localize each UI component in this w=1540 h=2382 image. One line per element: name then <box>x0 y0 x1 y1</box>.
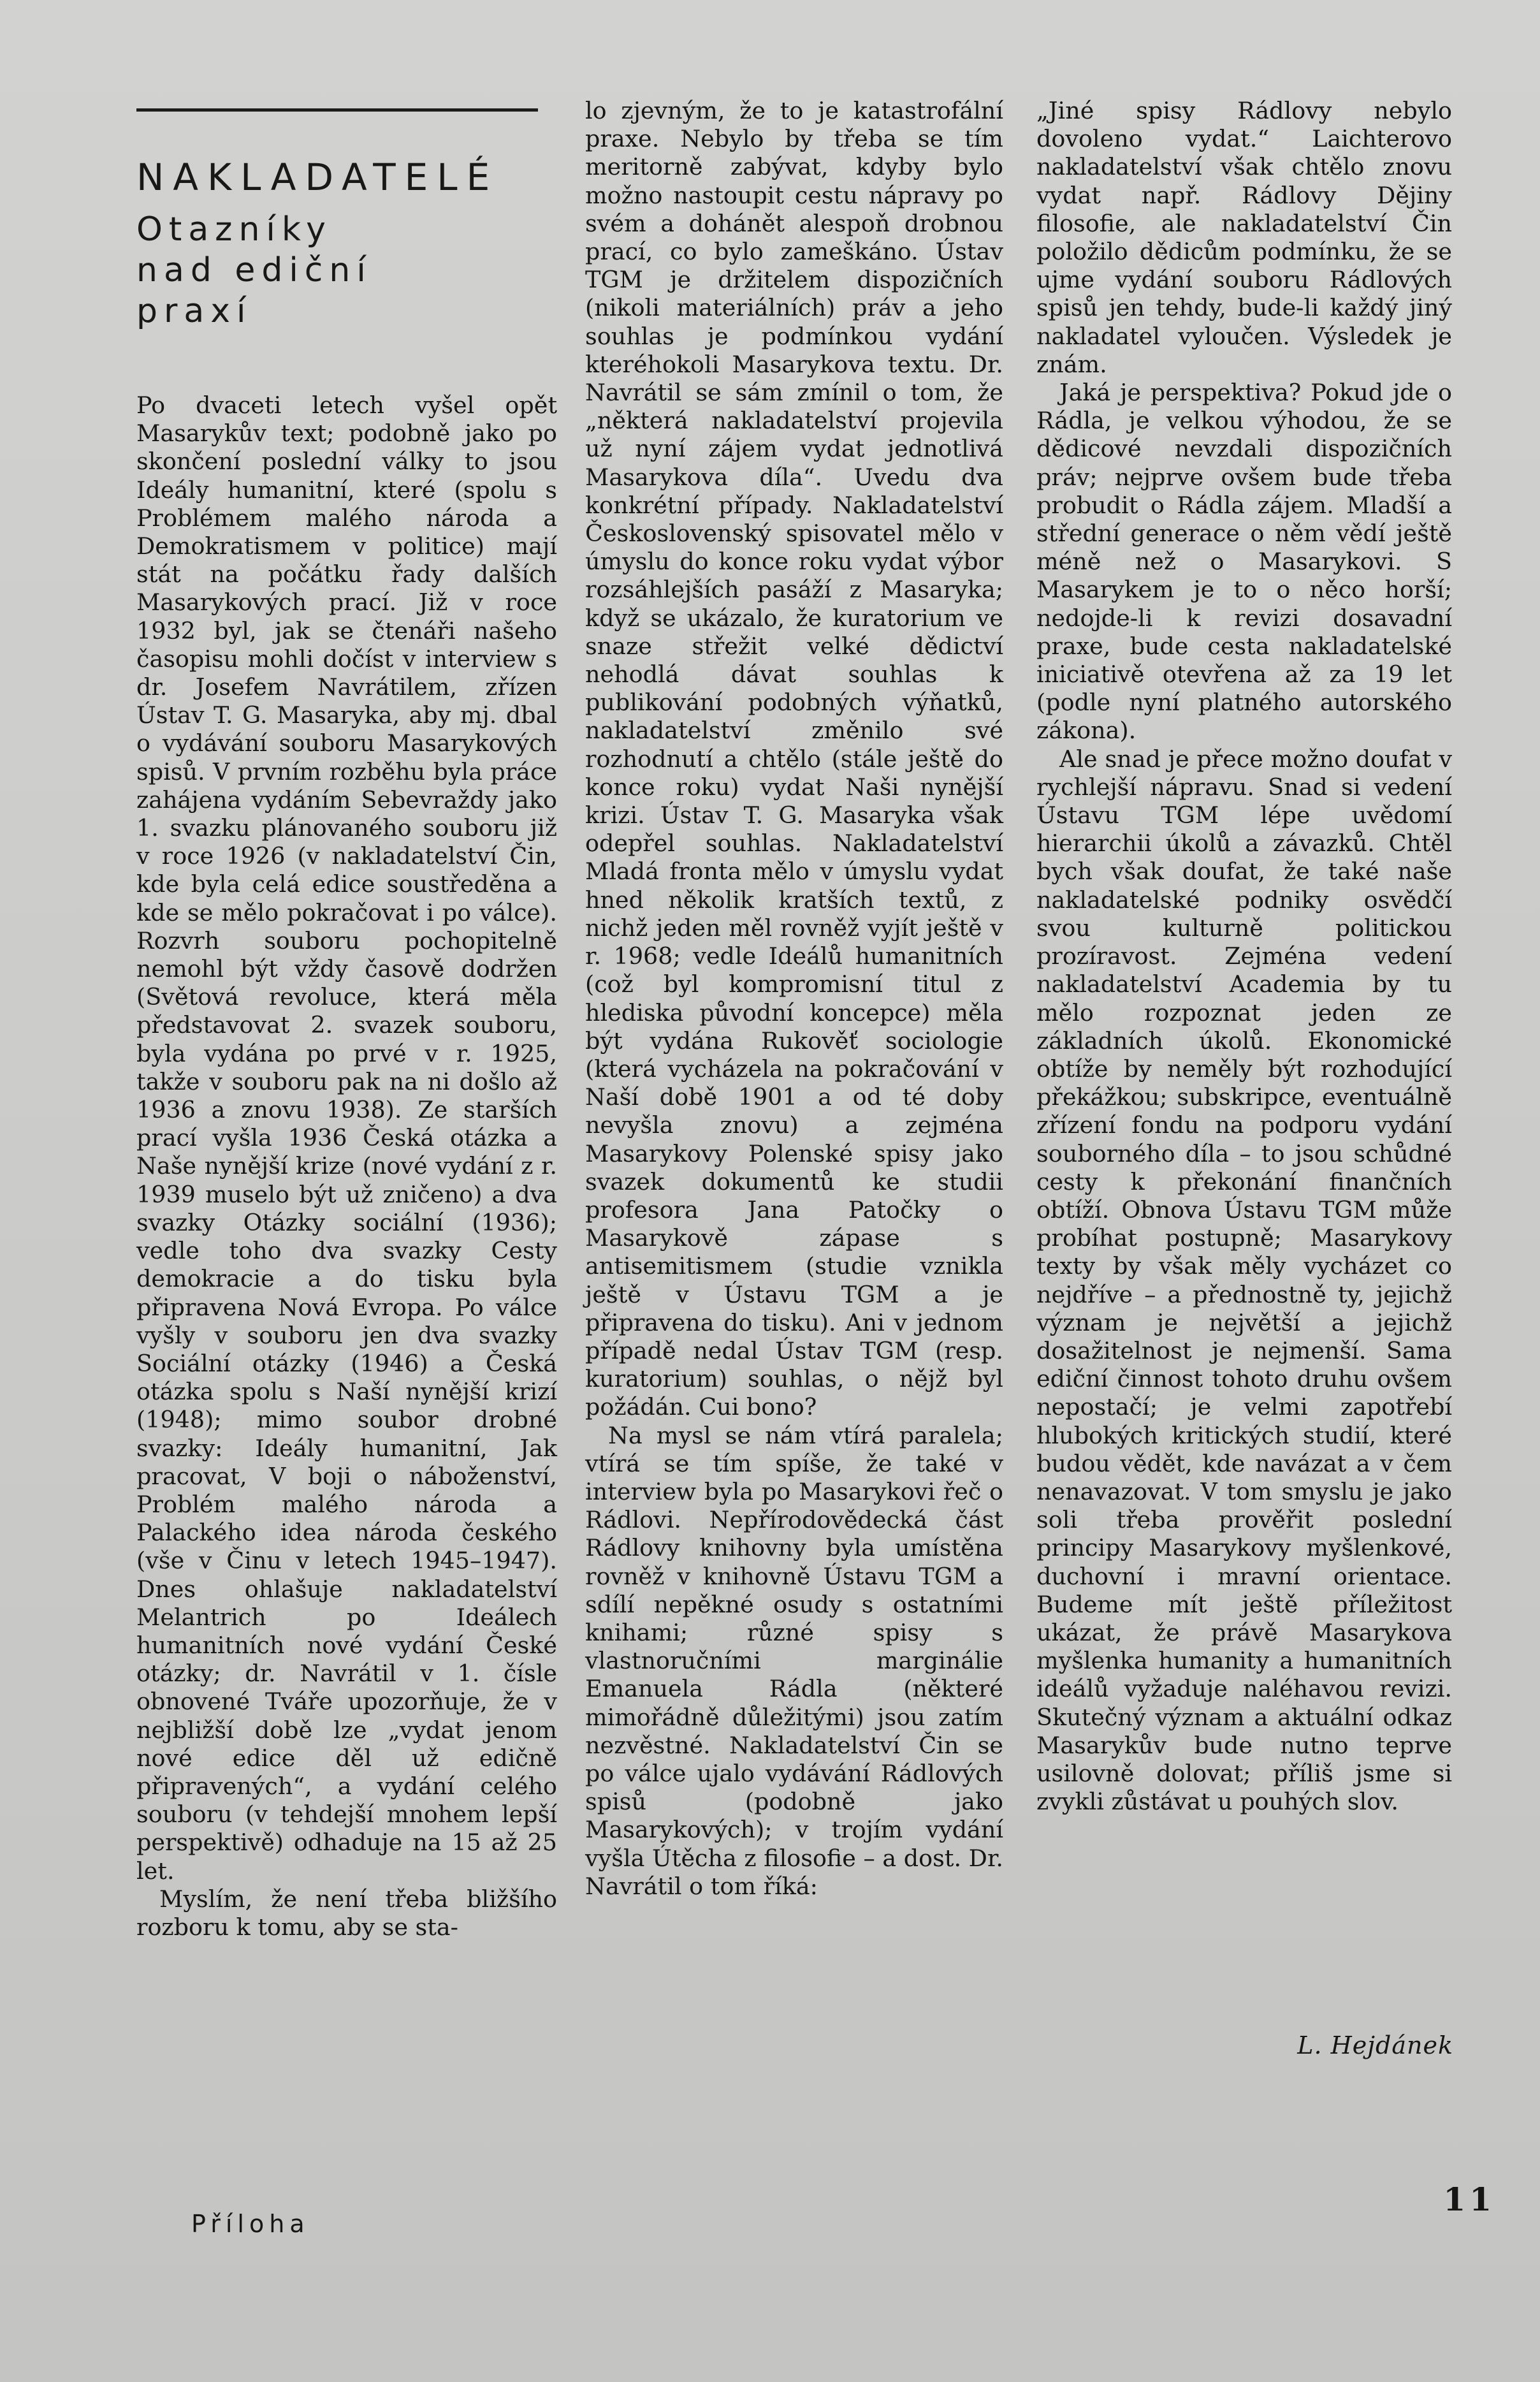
text-column-3 <box>1036 97 1452 1816</box>
paragraph: Po dvaceti letech vyšel opět Masarykův text; podobně jako po skončení poslední války to jsou Ideály humanitní, které (spolu s Problémem malého národa a Demokratismem v politice) mají stát na počátku řady dalších Masarykových prací. Již v roce 1932 byl, jak se čtenáři našeho časopisu mohli dočíst v interview s dr. Josefem Navrátilem, zřízen Ústav T. G. Masaryka, aby mj. dbal o vydávání souboru Masarykových spisů. V prvním rozběhu byla práce zahájena vydáním Sebevraždy jako 1. svazku plánovaného souboru již v roce 1926 (v nakladatelství Čin, kde byla celá edice soustředěna a kde se mělo pokračovat i po válce). Rozvrh souboru pochopitelně nemohl být vždy časově dodržen (Světová revoluce, která měla představovat 2. svazek souboru, byla vydána po prvé v r. 1925, takže v souboru pak na ni došlo až 1936 a znovu 1938). Ze starších prací vyšla 1936 Česká otázka a Naše nynější krize (nové vydání z r. 1939 muselo být už zničeno) a dva svazky Otázky sociální (1936); vedle toho dva svazky Cesty demokracie a do tisku byla připravena Nová Evropa. Po válce vyšly v souboru jen dva svazky Sociální otázky (1946) a Česká otázka spolu s Naší nynější krizí (1948); mimo soubor drobné svazky: Ideály humanitní, Jak pracovat, V boji o náboženství, Problém malého národa a Palackého idea národa českého (vše v Činu v letech 1945–1947). Dnes ohlašuje nakladatelství Melantrich po Ideálech humanitních nové vydání České otázky; dr. Navrátil v 1. čísle obnovené Tváře upozorňuje, že v nejbližší době lze „vydat jenom nové edice děl už edičně připravených“, a vydání celého souboru (v tehdejší mnohem lepší perspektivě) odhaduje na 15 až 25 let. <box>136 391 557 1885</box>
paragraph: Myslím, že není třeba bližšího rozboru k tomu, aby se sta- <box>136 1885 557 1941</box>
paragraph: Ale snad je přece možno doufat v rychlejší nápravu. Snad si vedení Ústavu TGM lépe uvědomí hierarchii úkolů a závazků. Chtěl bych však doufat, že také naše nakladatelské podniky osvědčí svou kulturně politickou prozíravost. Zejména vedení nakladatelství Academia by tu mělo rozpoznat jeden ze základních úkolů. Ekonomické obtíže by neměly být rozhodující překážkou; subskripce, eventuálně zřízení fondu na podporu vydání souborného díla – to jsou schůdné cesty k překonání finančních obtíží. Obnova Ústavu TGM může probíhat postupně; Masarykovy texty by však měly vycházet co nejdříve – a přednostně ty, jejichž význam je největší a jejichž dosažitelnost je nejmenší. Sama ediční činnost tohoto druhu ovšem nepostačí; je velmi zapotřebí hlubokých kritických studií, které budou vědět, kde navázat a v čem nenavazovat. V tom smyslu je jako soli třeba prověřit poslední principy Masarykovy myšlenkové, duchovní i mravní orientace. Budeme mít ještě příležitost ukázat, že právě Masarykova myšlenka humanity a humanitních ideálů vyžaduje naléhavou revizi. Skutečný význam a aktuální odkaz Masarykův bude nutno teprve usilovně dolovat; příliš jsme si zvykli zůstávat u pouhých slov. <box>1036 745 1452 1816</box>
header-rule <box>136 108 538 112</box>
paragraph: Na mysl se nám vtírá paralela; vtírá se tím spíše, že také v interview byla po Masarykovi řeč o Rádlovi. Nepřírodovědecká část Rádlovy knihovny byla umístěna rovněž v knihovně Ústavu TGM a sdílí nepěkné osudy s ostatními knihami; různé spisy s vlastnoručními marginálie Emanuela Rádla (některé mimořádně důležitými) jsou zatím nezvěstné. Nakladatelství Čin se po válce ujalo vydávání Rádlových spisů (podobně jako Masarykových); v trojím vydání vyšla Útěcha z filosofie – a dost. Dr. Navrátil o tom říká: <box>585 1421 1003 1900</box>
text-column-1 <box>136 391 557 1941</box>
supplement-label: Příloha <box>191 2210 310 2238</box>
article-title-line-2: nad ediční <box>136 251 372 289</box>
article-title <box>136 209 544 332</box>
text-column-2 <box>585 97 1003 1901</box>
paragraph: lo zjevným, že to je katastrofální praxe. Nebylo by třeba se tím meritorně zabývat, kdyby bylo možno nastoupit cestu nápravy po svém a dohánět alespoň drobnou prací, co bylo zameškáno. Ústav TGM je držitelem dispozičních (nikoli materiálních) práv a jeho souhlas je podmínkou vydání kteréhokoli Masarykova textu. Dr. Navrátil se sám zmínil o tom, že „některá nakladatelství projevila už nyní zájem vydat jednotlivá Masarykova díla“. Uvedu dva konkrétní případy. Nakladatelství Československý spisovatel mělo v úmyslu do konce roku vydat výbor rozsáhlejších pasáží z Masaryka; když se ukázalo, že kuratorium ve snaze střežit velké dědictví nehodlá dávat souhlas k publikování podobných výňatků, nakladatelství změnilo své rozhodnutí a chtělo (stále ještě do konce roku) vydat Naši nynější krizi. Ústav T. G. Masaryka však odepřel souhlas. Nakladatelství Mladá fronta mělo v úmyslu vydat hned několik kratších textů, z nichž jeden měl rovněž vyjít ještě v r. 1968; vedle Ideálů humanitních (což byl kompromisní titul z hlediska původní koncepce) měla být vydána Rukověť sociologie (která vycházela na pokračování v Naší době 1901 a od té doby nevyšla znovu) a zejména Masarykovy Polenské spisy jako svazek dokumentů ke studii profesora Jana Patočky o Masarykově zápase s antisemitismem (studie vznikla ještě v Ústavu TGM a je připravena do tisku). Ani v jednom případě nedal Ústav TGM (resp. kuratorium) souhlas, o nějž byl požádán. Cui bono? <box>585 97 1003 1421</box>
article-title-line-1: Otazníky <box>136 210 332 249</box>
page-number: 11 <box>1443 2181 1495 2218</box>
article-title-line-3: praxí <box>136 292 252 330</box>
paragraph: Jaká je perspektiva? Pokud jde o Rádla, je velkou výhodou, že se dědicové nevzdali dispozičních práv; nejprve ovšem bude třeba probudit o Rádla zájem. Mladší a střední generace o něm vědí ještě méně než o Masarykovi. S Masarykem je to o něco horší; nedojde-li k revizi dosavadní praxe, bude cesta nakladatelské iniciativě otevřena až za 19 let (podle nyní platného autorského zákona). <box>1036 379 1452 745</box>
author-signature: L. Hejdánek <box>1297 2031 1453 2059</box>
paragraph: „Jiné spisy Rádlovy nebylo dovoleno vydat.“ Laichterovo nakladatelství však chtělo znovu vydat např. Rádlovy Dějiny filosofie, ale nakladatelství Čin položilo dědicům podmínku, že se ujme vydání souboru Rádlových spisů jen tehdy, bude-li každý jiný nakladatel vyloučen. Výsledek je znám. <box>1036 97 1452 378</box>
section-title: NAKLADATELÉ <box>136 156 499 199</box>
